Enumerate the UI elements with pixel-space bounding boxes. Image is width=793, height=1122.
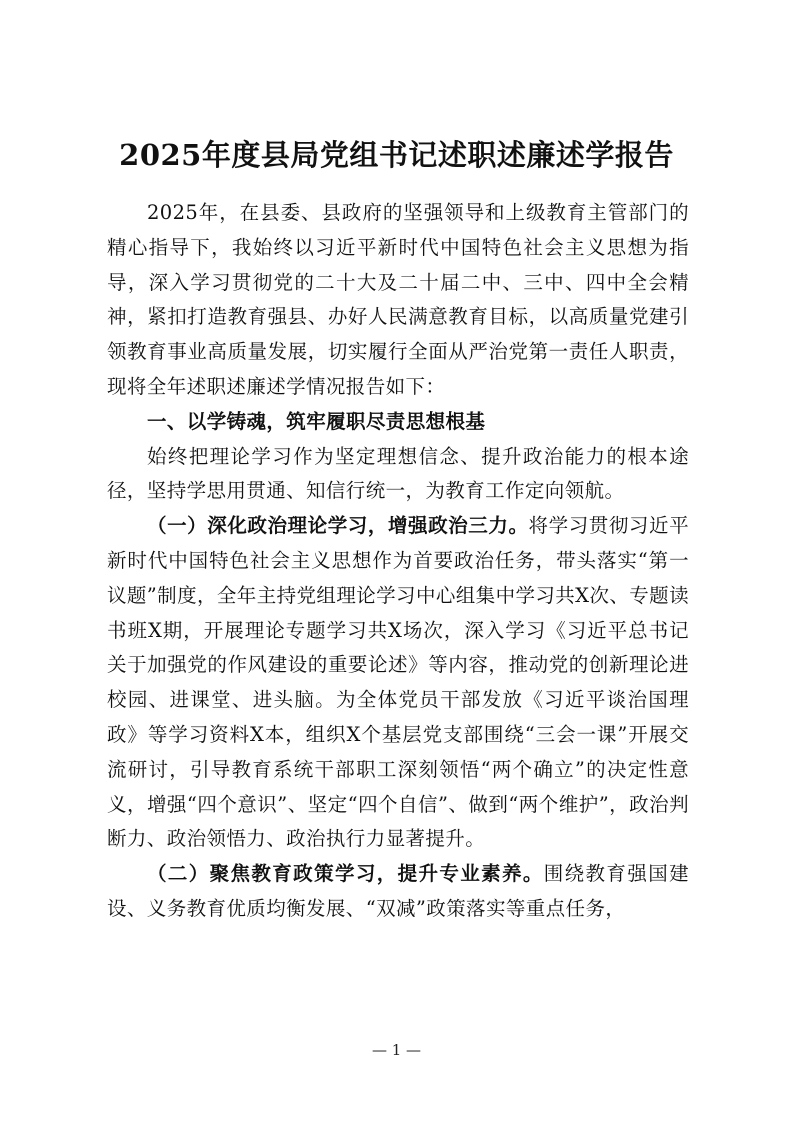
- document-title: 2025年度县局党组书记述职述廉述学报告: [119, 138, 674, 173]
- subsection-2-text: 围绕教育强国建设、义务教育优质均衡发展、“双减”政策落实等重点任务，: [107, 862, 689, 920]
- subsection-2-paragraph: [107, 857, 689, 927]
- section-heading: 一、以学铸魂，筑牢履职尽责思想根基: [147, 409, 486, 433]
- intro-paragraph: 2025年，在县委、县政府的坚强领导和上级教育主管部门的精心指导下，我始终以习近平新时代中国特色社会主义思想为指导，深入学习贯彻党的二十大及二十届二中、三中、四中全会精神，紧扣打造教育强县、办好人民满意教育目标，以高质量党建引领教育事业高质量发展，切实履行全面从严治党第一责任人职责，现将全年述职述廉述学情况报告如下：: [107, 201, 689, 398]
- section-summary-paragraph: 始终把理论学习作为坚定理想信念、提升政治能力的根本途径，坚持学思用贯通、知信行统一，为教育工作定向领航。: [107, 444, 689, 503]
- page-number: — 1 —: [371, 1041, 422, 1059]
- subsection-1-lead: （一）深化政治理论学习，增强政治三力。: [147, 514, 529, 538]
- document-body: [107, 196, 689, 927]
- subsection-1-paragraph: [107, 509, 689, 857]
- subsection-1-text: 将学习贯彻习近平新时代中国特色社会主义思想作为首要政治任务，带头落实“第一议题”制度，全年主持党组理论学习中心组集中学习共X次、专题读书班X期，开展理论专题学习共X场次，深入学习《习近平总书记关于加强党的作风建设的重要论述》等内容，推动党的创新理论进校园、进课堂、进头脑。为全体党员干部发放《习近平谈治国理政》等学习资料X本，组织X个基层党支部围绕“三会一课”开展交流研讨，引导教育系统干部职工深刻领悟“两个确立”的决定性意义，增强“四个意识”、坚定“四个自信”、做到“两个维护”，政治判断力、政治领悟力、政治执行力显著提升。: [107, 514, 689, 851]
- subsection-2-lead: （二）聚焦教育政策学习，提升专业素养。: [147, 862, 544, 886]
